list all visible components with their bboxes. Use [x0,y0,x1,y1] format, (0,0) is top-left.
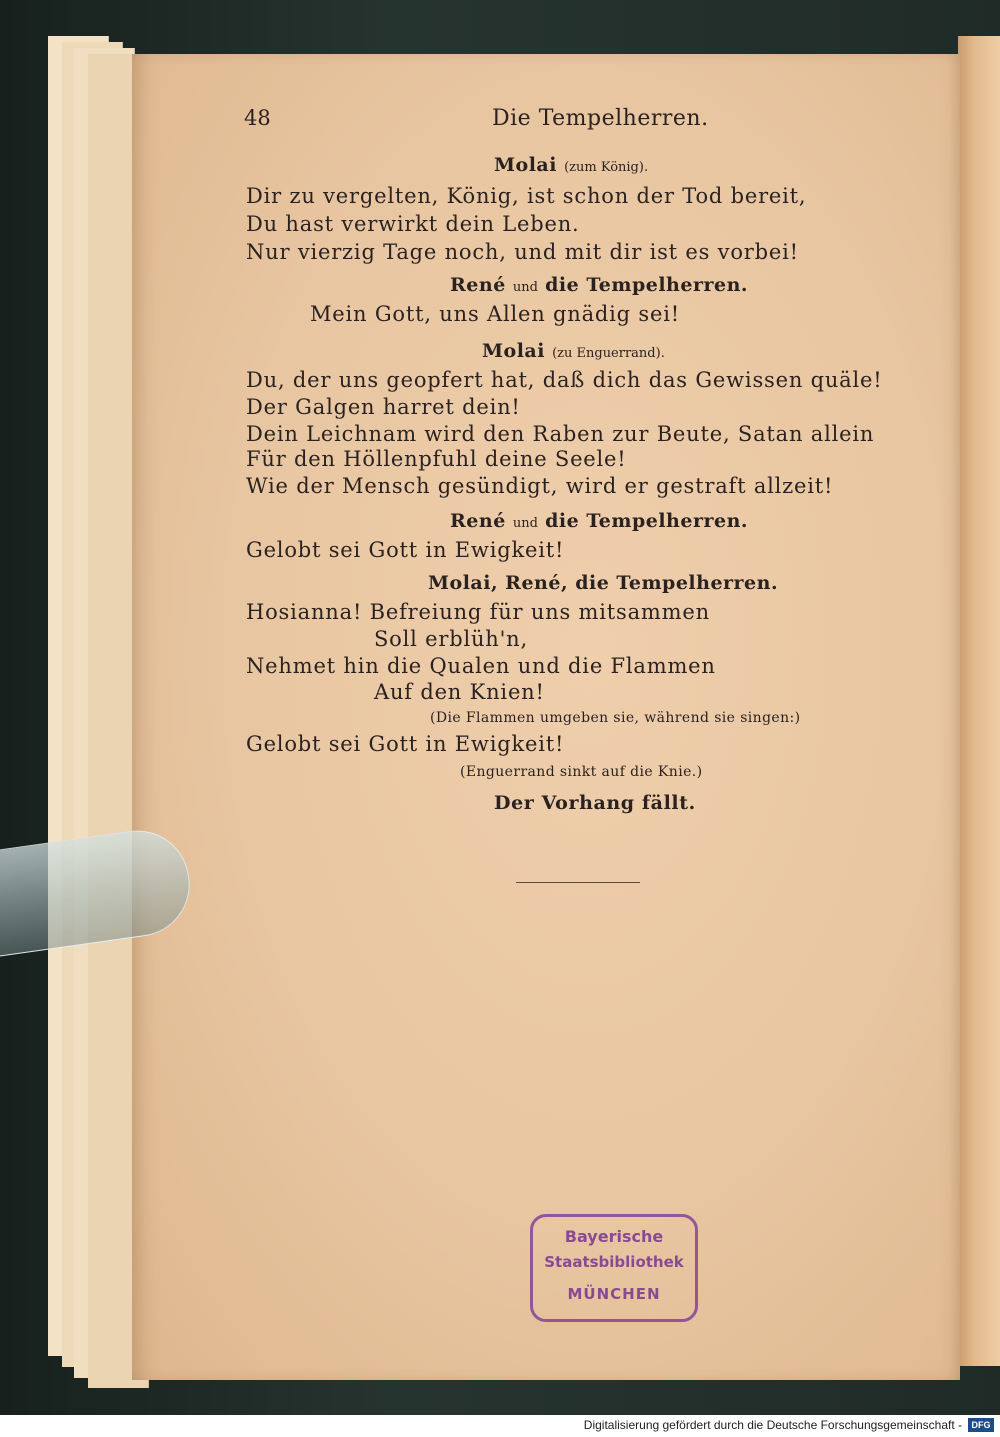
book-page [132,54,960,1380]
stamp-line: Staatsbibliothek [544,1253,684,1271]
verse-line: Für den Höllenpfuhl deine Seele! [246,447,627,471]
speaker-name: René [450,274,506,296]
running-head: Die Tempelherren. [492,106,709,131]
verse-line: Du hast verwirkt dein Leben. [246,212,580,236]
connector: und [512,280,538,295]
speaker-name: Molai [494,154,557,176]
stage-direction: (zum König). [564,160,649,175]
stage-direction: (Enguerrand sinkt auf die Knie.) [460,764,703,780]
speaker-name: René [450,510,506,532]
verse-line: Hosianna! Befreiung für uns mitsammen [246,600,710,624]
footer-bar [0,1415,1000,1437]
verse-line: Dir zu vergelten, König, ist schon der Tod bereit, [246,184,807,208]
end-rule [516,882,640,883]
library-stamp [530,1214,698,1322]
page-number: 48 [244,106,271,130]
curtain-line: Der Vorhang fällt. [494,792,696,814]
verse-line: Wie der Mensch gesündigt, wird er gestraft allzeit! [246,474,834,498]
footer-credit: Digitalisierung gefördert durch die Deutsche Forschungsgemeinschaft - [583,1418,962,1432]
speaker-heading: Molai, René, die Tempelherren. [428,572,779,594]
speaker-heading [482,340,665,362]
verse-line: Soll erblüh'n, [374,627,528,651]
dfg-logo-icon: DFG [968,1418,994,1432]
stage-direction: (Die Flammen umgeben sie, während sie singen:) [430,710,801,726]
speaker-name: die Tempelherren. [545,510,748,532]
verse-line: Auf den Knien! [374,680,545,704]
verse-line: Dein Leichnam wird den Raben zur Beute, Satan allein [246,422,875,446]
verse-line: Gelobt sei Gott in Ewigkeit! [246,538,565,562]
verse-line: Nur vierzig Tage noch, und mit dir ist es vorbei! [246,240,799,264]
verse-line: Nehmet hin die Qualen und die Flammen [246,654,716,678]
verse-line: Gelobt sei Gott in Ewigkeit! [246,732,565,756]
speaker-heading [450,274,748,296]
stamp-line: MÜNCHEN [567,1285,661,1303]
stamp-line: Bayerische [564,1227,664,1246]
verse-line: Der Galgen harret dein! [246,395,521,419]
speaker-heading [494,154,648,176]
connector: und [512,516,538,531]
verse-line: Du, der uns geopfert hat, daß dich das Gewissen quäle! [246,368,883,392]
speaker-name: die Tempelherren. [545,274,748,296]
speaker-heading [450,510,748,532]
facing-page-edge [958,36,1000,1366]
speaker-name: Molai [482,340,545,362]
verse-line: Mein Gott, uns Allen gnädig sei! [310,302,680,326]
stage-direction: (zu Enguerrand). [552,346,665,361]
